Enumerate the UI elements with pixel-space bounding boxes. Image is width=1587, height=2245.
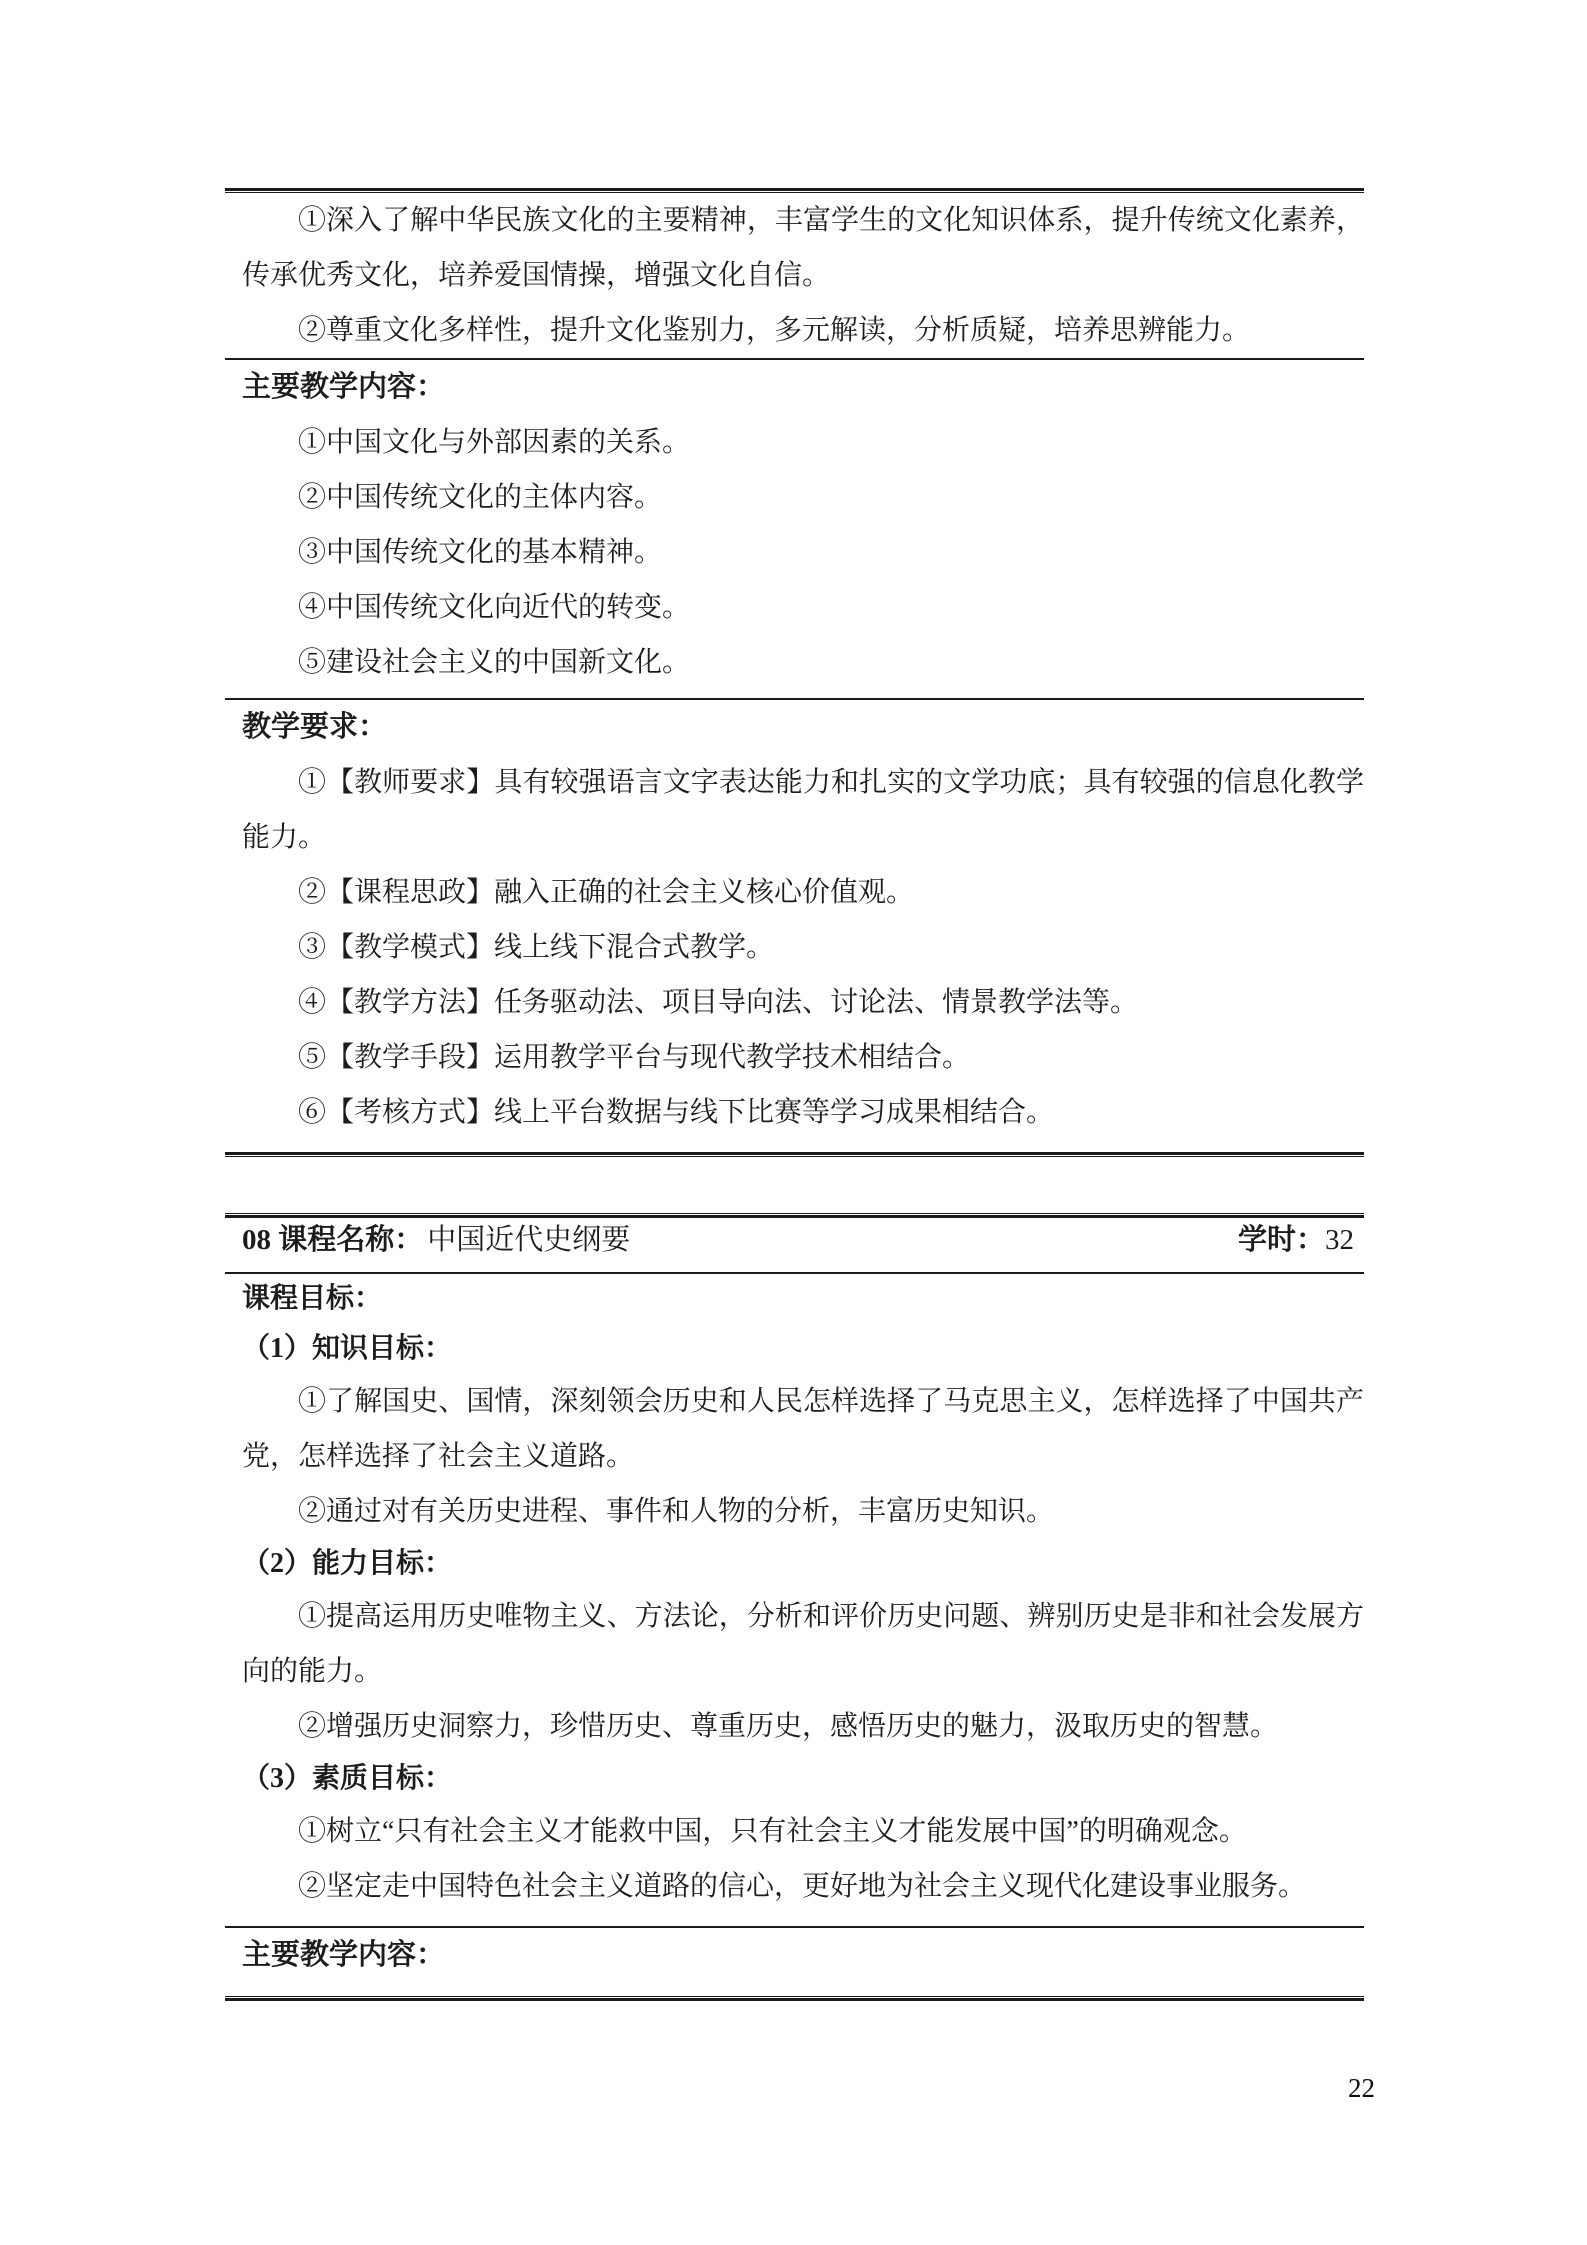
knowledge-goal-item: ①了解国史、国情，深刻领会历史和人民怎样选择了马克思主义，怎样选择了中国共产党，怎样选择了社会主义道路。	[242, 1386, 1364, 1472]
page-number: 22	[1348, 2073, 1375, 2103]
course-hours-value: 32	[1325, 1224, 1354, 1256]
prev-course-teaching-content-block	[225, 360, 1364, 690]
ability-goal-heading: （2）能力目标：	[242, 1548, 453, 1579]
prev-course-objectives-block	[225, 193, 1364, 358]
course-name: 中国近代史纲要	[427, 1224, 631, 1256]
teaching-content-item: ⑤建设社会主义的中国新文化。	[298, 647, 691, 678]
teaching-content-item: ④中国传统文化向近代的转变。	[298, 592, 691, 623]
teaching-requirement-item: ①【教师要求】具有较强语言文字表达能力和扎实的文学功底；具有较强的信息化教学能力。	[242, 767, 1364, 853]
course-hours-label: 学时：	[1237, 1224, 1325, 1256]
teaching-content-item: ②中国传统文化的主体内容。	[298, 482, 663, 513]
course-header-row	[225, 1218, 1364, 1262]
quality-goal-heading: （3）素质目标：	[242, 1763, 453, 1794]
course-teaching-content-block	[225, 1928, 1364, 1983]
quality-goal-item: ①树立“只有社会主义才能救中国，只有社会主义才能发展中国”的明确观念。	[298, 1816, 1247, 1847]
teaching-requirement-item: ②【课程思政】融入正确的社会主义核心价值观。	[298, 877, 915, 908]
objective-paragraph: ①深入了解中华民族文化的主要精神，丰富学生的文化知识体系，提升传统文化素养，传承优秀文化，培养爱国情操，增强文化自信。	[242, 205, 1364, 291]
section-gap	[225, 1157, 1364, 1213]
teaching-requirement-item: ⑥【考核方式】线上平台数据与线下比赛等学习成果相结合。	[298, 1097, 1055, 1128]
prev-course-teaching-requirements-block	[225, 700, 1364, 1140]
teaching-requirements-heading: 教学要求：	[242, 711, 388, 743]
teaching-requirement-item: ④【教学方法】任务驱动法、项目导向法、讨论法、情景教学法等。	[298, 987, 1139, 1018]
course-objectives-block	[225, 1274, 1364, 1914]
teaching-requirement-item: ③【教学模式】线上线下混合式教学。	[298, 932, 775, 963]
course-title	[242, 1218, 630, 1262]
course-hours	[1238, 1218, 1354, 1262]
teaching-content-heading: 主要教学内容：	[242, 371, 446, 403]
objective-paragraph: ②尊重文化多样性，提升文化鉴别力，多元解读，分析质疑，培养思辨能力。	[298, 315, 1251, 346]
course-objectives-heading: 课程目标：	[242, 1283, 383, 1314]
ability-goal-item: ①提高运用历史唯物主义、方法论，分析和评价历史问题、辨别历史是非和社会发展方向的能力。	[242, 1601, 1364, 1687]
quality-goal-item: ②坚定走中国特色社会主义道路的信心，更好地为社会主义现代化建设事业服务。	[298, 1871, 1307, 1902]
course-code-label: 08 课程名称：	[242, 1224, 424, 1256]
knowledge-goal-item: ②通过对有关历史进程、事件和人物的分析，丰富历史知识。	[298, 1496, 1055, 1527]
page-bottom-table-border	[225, 1996, 1364, 2001]
teaching-content-item: ①中国文化与外部因素的关系。	[298, 427, 691, 458]
teaching-content-item: ③中国传统文化的基本精神。	[298, 537, 663, 568]
ability-goal-item: ②增强历史洞察力，珍惜历史、尊重历史，感悟历史的魅力，汲取历史的智慧。	[298, 1711, 1279, 1742]
document-content-column	[225, 188, 1364, 2001]
teaching-content-heading: 主要教学内容：	[242, 1939, 446, 1971]
teaching-requirement-item: ⑤【教学手段】运用教学平台与现代教学技术相结合。	[298, 1042, 971, 1073]
knowledge-goal-heading: （1）知识目标：	[242, 1333, 453, 1364]
